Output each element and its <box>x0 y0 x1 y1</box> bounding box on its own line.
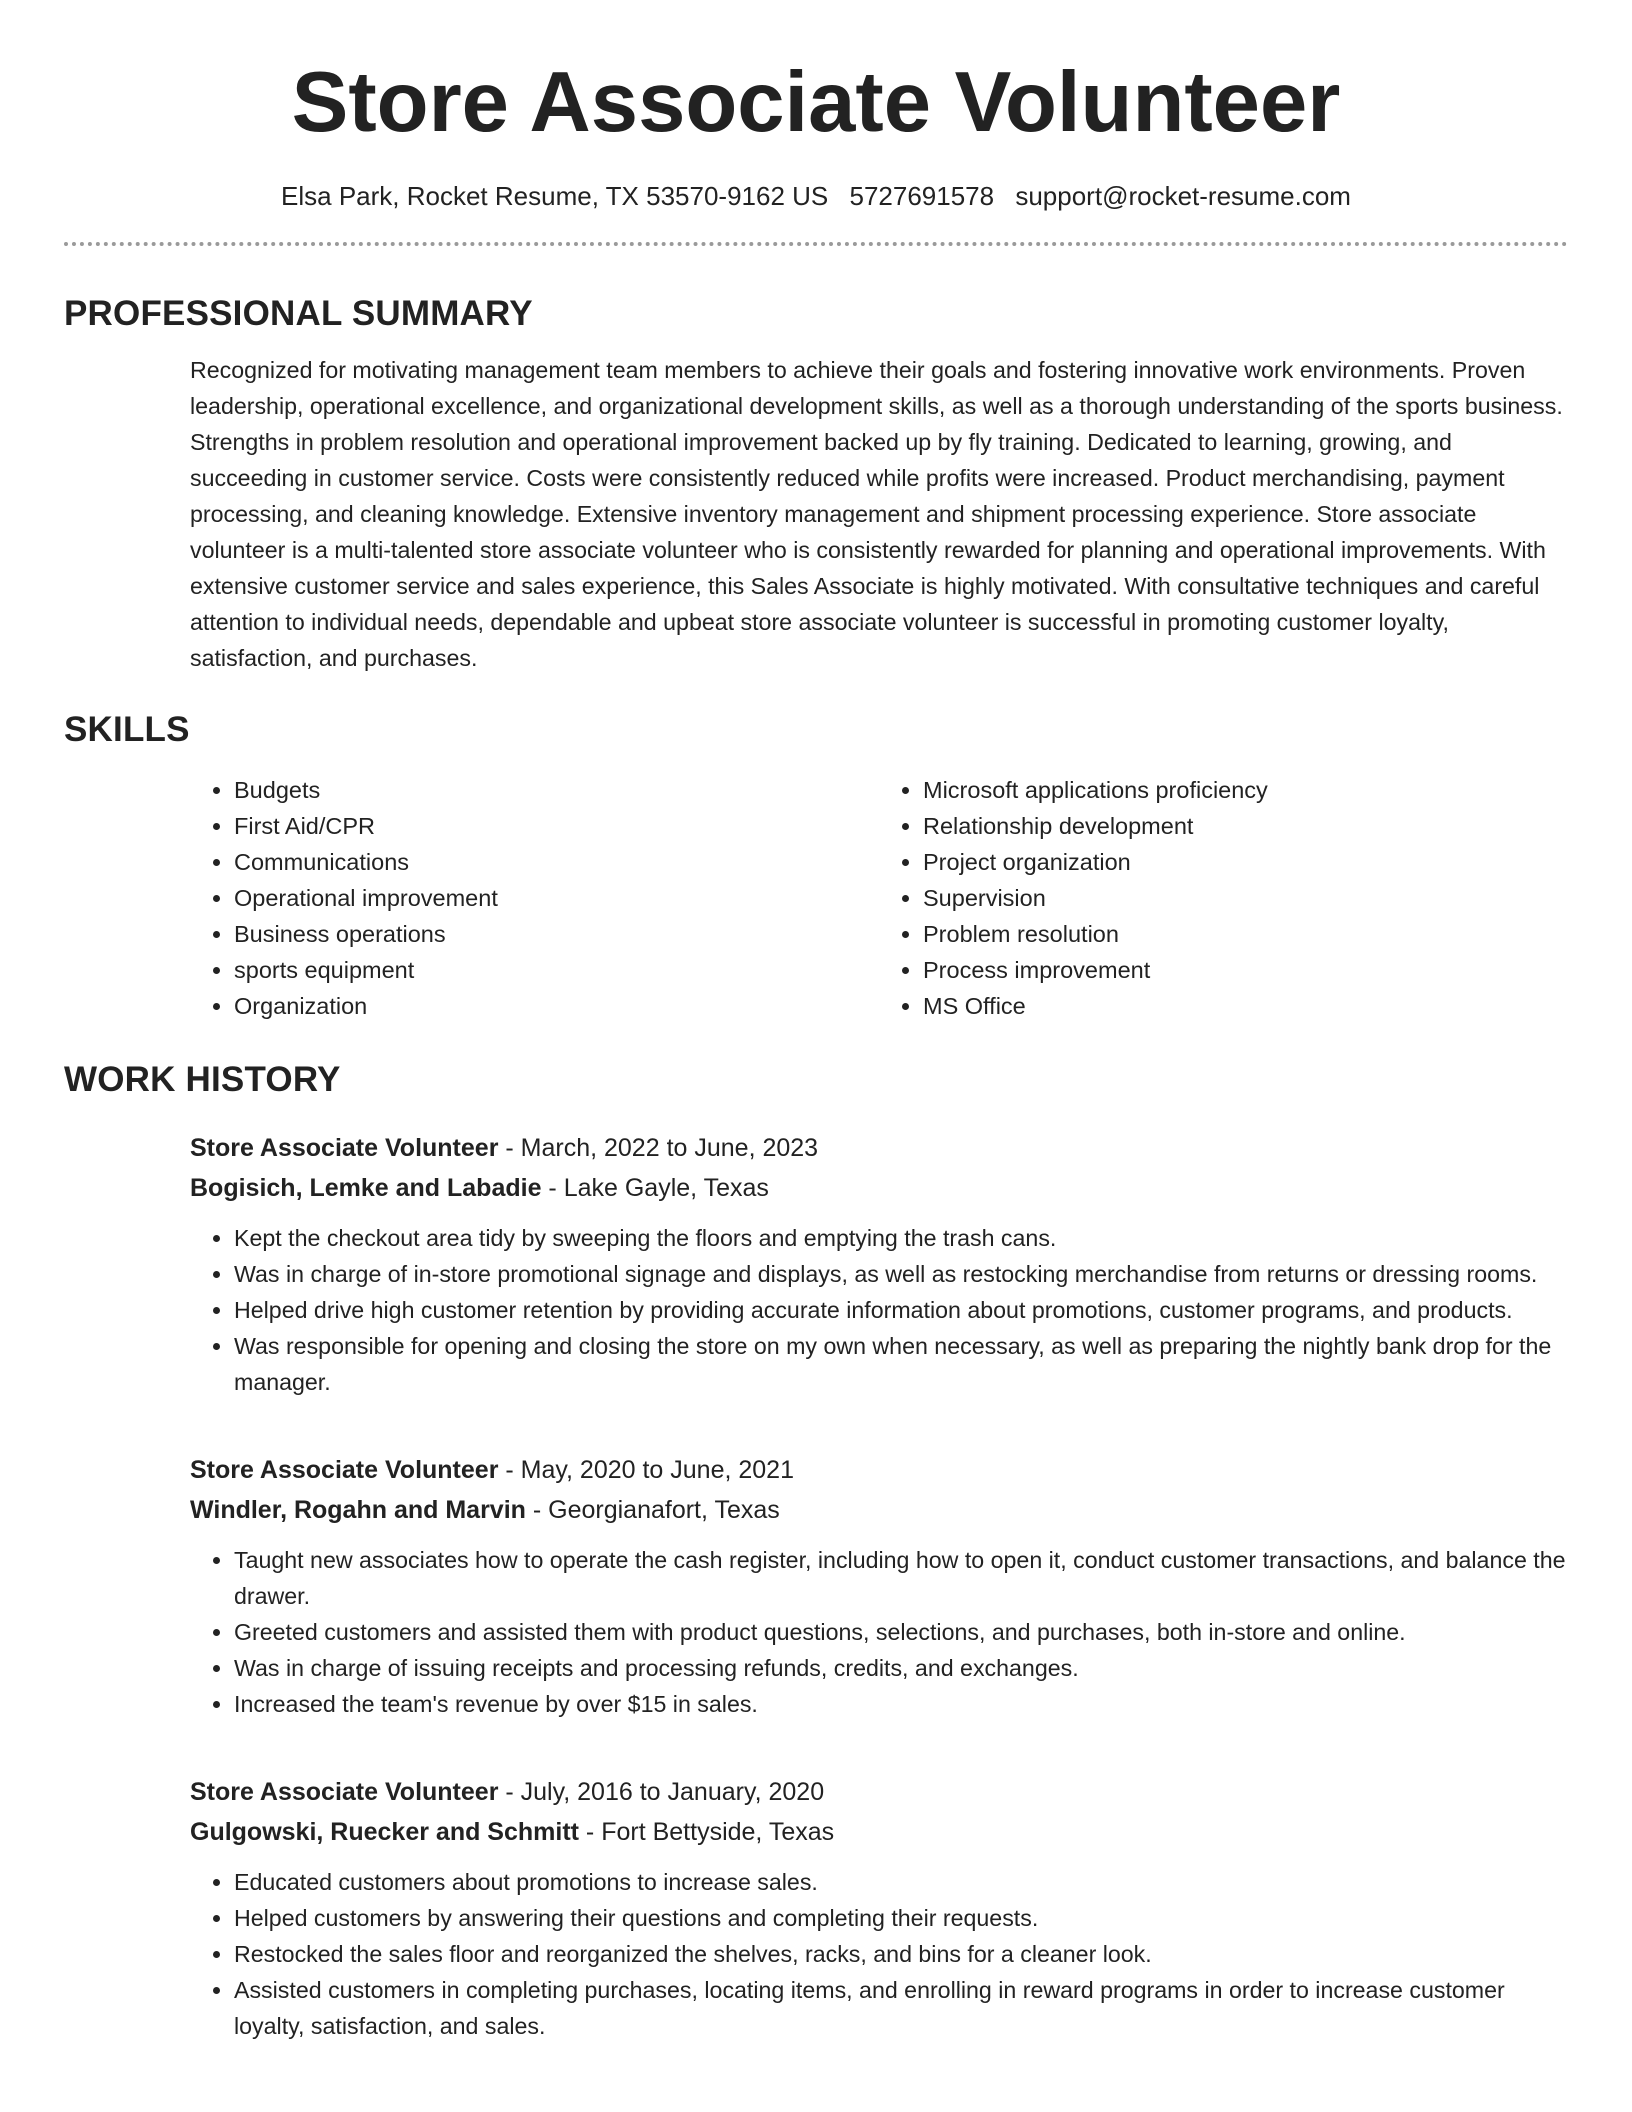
skill-item: • MS Office <box>923 988 1568 1024</box>
job-duties <box>190 1542 1568 1722</box>
skill-item: • Relationship development <box>923 808 1568 844</box>
duty-item: • Was in charge of issuing receipts and processing refunds, credits, and exchanges. <box>234 1650 1568 1686</box>
skill-item: • Organization <box>234 988 879 1024</box>
job-company-line <box>190 1168 1568 1208</box>
contact-email: support@rocket-resume.com <box>1015 181 1351 211</box>
job-company: Gulgowski, Ruecker and Schmitt <box>190 1818 579 1846</box>
job-title-line <box>190 1450 1568 1490</box>
job-dates: - May, 2020 to June, 2021 <box>498 1456 794 1484</box>
job-entry <box>190 1772 1568 2044</box>
resume-title: Store Associate Volunteer <box>291 55 1341 150</box>
job-title: Store Associate Volunteer <box>190 1134 499 1162</box>
job-duties <box>190 1864 1568 2044</box>
skills-heading: SKILLS <box>64 710 190 749</box>
job-title-line <box>190 1772 1568 1812</box>
job-location: - Fort Bettyside, Texas <box>578 1818 835 1846</box>
duty-item: • Greeted customers and assisted them with product questions, selections, and purchases, both in-store and online. <box>234 1614 1568 1650</box>
skill-item: • Microsoft applications proficiency <box>923 772 1568 808</box>
skill-item: • Supervision <box>923 880 1568 916</box>
duty-item: • Increased the team's revenue by over $15 in sales. <box>234 1686 1568 1722</box>
duty-item: • Restocked the sales floor and reorganized the shelves, racks, and bins for a cleaner look. <box>234 1936 1568 1972</box>
duty-item: • Assisted customers in completing purchases, locating items, and enrolling in reward programs in order to increase customer loyalty, satisfaction, and sales. <box>234 1972 1568 2044</box>
work-history-heading: WORK HISTORY <box>64 1060 341 1099</box>
skills-column-right <box>879 772 1568 1024</box>
job-title: Store Associate Volunteer <box>190 1778 499 1806</box>
duty-item: • Taught new associates how to operate the cash register, including how to open it, conduct customer transactions, and balance the drawer. <box>234 1542 1568 1614</box>
skill-item: • Process improvement <box>923 952 1568 988</box>
skills-list <box>190 772 1568 1024</box>
job-dates: - July, 2016 to January, 2020 <box>498 1778 825 1806</box>
duty-item: • Educated customers about promotions to increase sales. <box>234 1864 1568 1900</box>
skill-item: • sports equipment <box>234 952 879 988</box>
duty-item: • Was responsible for opening and closing the store on my own when necessary, as well as preparing the nightly bank drop for the manager. <box>234 1328 1568 1400</box>
skill-item: • First Aid/CPR <box>234 808 879 844</box>
duty-item: • Helped drive high customer retention by providing accurate information about promotions, customer programs, and products. <box>234 1292 1568 1328</box>
job-location: - Lake Gayle, Texas <box>541 1174 769 1202</box>
header-divider <box>64 242 1568 246</box>
contact-phone: 5727691578 <box>849 181 995 211</box>
skills-column-left <box>190 772 879 1024</box>
duty-item: • Helped customers by answering their questions and completing their requests. <box>234 1900 1568 1936</box>
job-title-line <box>190 1128 1568 1168</box>
skill-item: • Budgets <box>234 772 879 808</box>
job-title: Store Associate Volunteer <box>190 1456 499 1484</box>
job-company: Windler, Rogahn and Marvin <box>190 1496 526 1524</box>
skill-item: • Problem resolution <box>923 916 1568 952</box>
job-company-line <box>190 1490 1568 1530</box>
contact-line <box>64 181 1568 212</box>
duty-item: • Was in charge of in-store promotional signage and displays, as well as restocking merchandise from returns or dressing rooms. <box>234 1256 1568 1292</box>
duty-item: • Kept the checkout area tidy by sweeping the floors and emptying the trash cans. <box>234 1220 1568 1256</box>
skill-item: • Communications <box>234 844 879 880</box>
skill-item: • Operational improvement <box>234 880 879 916</box>
summary-text: Recognized for motivating management team members to achieve their goals and fostering innovative work environments. Proven leadership, operational excellence, and organizational development skills, as well as a thorough understanding of the sports business. Strengths in problem resolution and operational improvement backed up by fly training. Dedicated to learning, growing, and succeeding in customer service. Costs were consistently reduced while profits were increased. Product merchandising, payment processing, and cleaning knowledge. Extensive inventory management and shipment processing experience. Store associate volunteer is a multi-talented store associate volunteer who is consistently rewarded for planning and operational improvements. With extensive customer service and sales experience, this Sales Associate is highly motivated. With consultative techniques and careful attention to individual needs, dependable and upbeat store associate volunteer is successful in promoting customer loyalty, satisfaction, and purchases. <box>190 357 1563 671</box>
job-company: Bogisich, Lemke and Labadie <box>190 1174 542 1202</box>
skill-item: • Project organization <box>923 844 1568 880</box>
job-duties <box>190 1220 1568 1400</box>
contact-address: Elsa Park, Rocket Resume, TX 53570-9162 US <box>281 181 829 211</box>
skill-item: • Business operations <box>234 916 879 952</box>
job-entry <box>190 1128 1568 1400</box>
job-dates: - March, 2022 to June, 2023 <box>498 1134 819 1162</box>
summary-heading: PROFESSIONAL SUMMARY <box>64 294 533 333</box>
job-location: - Georgianafort, Texas <box>525 1496 780 1524</box>
job-company-line <box>190 1812 1568 1852</box>
job-entry <box>190 1450 1568 1722</box>
